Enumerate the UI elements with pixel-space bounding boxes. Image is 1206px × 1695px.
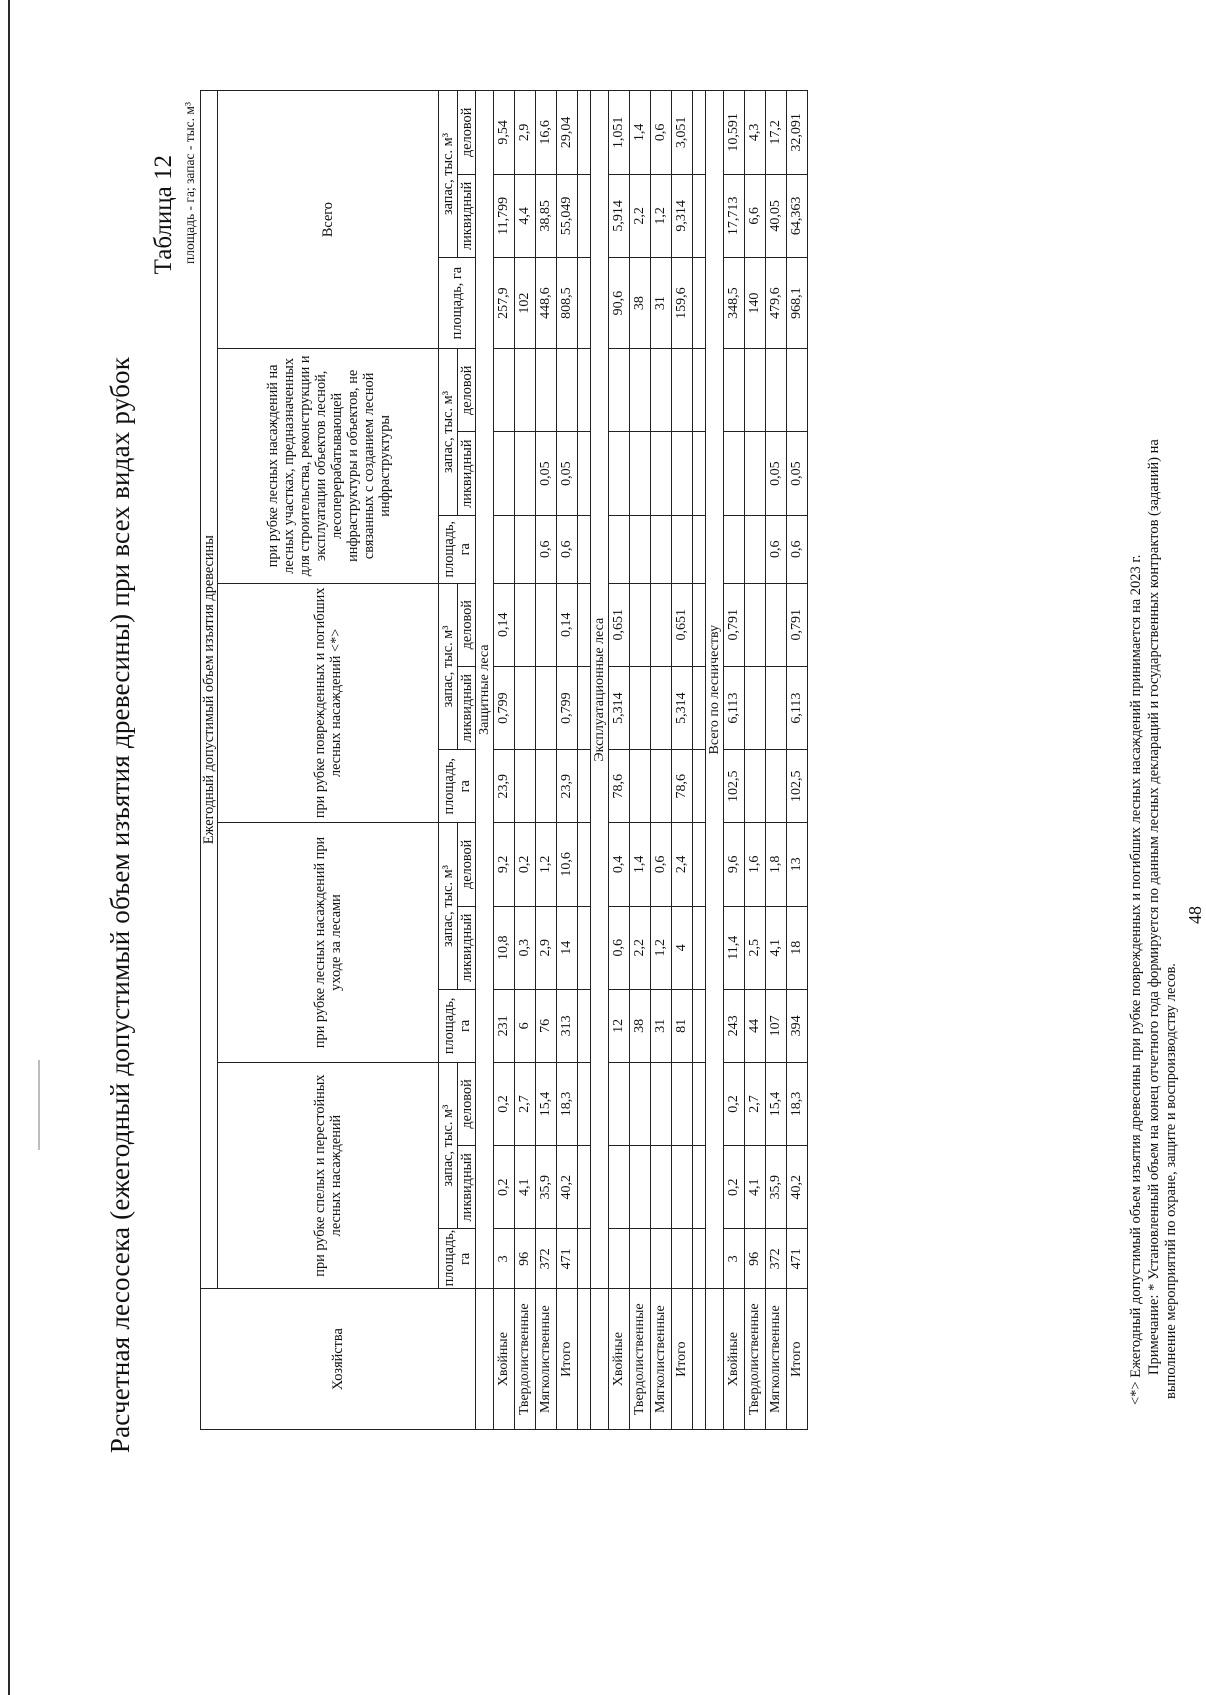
table-cell [630,1229,651,1289]
table-cell: 313 [557,989,578,1062]
table-cell: 4,1 [766,906,787,989]
table-cell: 0,4 [609,823,630,906]
section-blank [476,1289,494,1430]
spacer-cell [693,583,706,666]
table-cell: 968,1 [787,258,808,349]
table-cell: 0,05 [557,432,578,515]
table-cell [630,583,651,666]
table-cell [609,515,630,583]
spacer-cell [693,906,706,989]
header-liquid: ликвидный [458,666,476,749]
table-cell: 4,1 [515,1146,536,1229]
table-cell [651,349,672,432]
note-remark-cont: выполнение мероприятий по охране, защите и воспроизводству лесов. [1163,963,1180,1399]
header-area: площадь, га [439,258,476,349]
table-cell [724,515,745,583]
table-row [672,91,693,1430]
table-cell: 10,591 [724,91,745,175]
table-row [724,91,745,1430]
table-cell: 44 [745,989,766,1062]
table-cell: 448,6 [536,258,557,349]
table-cell [651,666,672,749]
table-cell [766,349,787,432]
spacer-cell [578,906,591,989]
table-cell: 18,3 [557,1062,578,1145]
table-cell: 96 [515,1229,536,1289]
table-cell: 2,9 [536,906,557,989]
table-cell [609,349,630,432]
table-cell: 257,9 [494,258,515,349]
table-cell: 81 [672,989,693,1062]
header-damaged: при рубке поврежденных и погибших лесных насаждений <*> [218,583,439,823]
table-cell: 38 [630,989,651,1062]
table-cell [724,432,745,515]
spacer-cell [578,1229,591,1289]
table-cell [630,432,651,515]
table-cell: 6,6 [745,174,766,257]
spacer-row [578,91,591,1430]
table-cell: 0,14 [557,583,578,666]
spacer-cell [578,432,591,515]
table-cell: 96 [745,1229,766,1289]
table-row [745,91,766,1430]
table-cell: 38,85 [536,174,557,257]
table-cell: 23,9 [494,750,515,823]
table-cell: 1,051 [609,91,630,175]
section-title: Защитные леса [476,91,494,1289]
table-cell: 31 [651,258,672,349]
units-note: площадь - га; запас - тыс. м³ [182,102,197,264]
table-cell: 38 [630,258,651,349]
table-cell [672,349,693,432]
section-title: Всего по лесничеству [706,91,724,1289]
table-cell [630,750,651,823]
table-cell: 6 [515,989,536,1062]
header-area: площадь, га [439,989,476,1062]
table-row [651,91,672,1430]
table-cell: 107 [766,989,787,1062]
table-cell: 0,651 [672,583,693,666]
table-cell [766,750,787,823]
table-cell: 13 [787,823,808,906]
table-body [476,91,808,1430]
table-cell: 0,6 [766,515,787,583]
table-cell [745,750,766,823]
table-cell [672,1146,693,1229]
table-cell: 15,4 [766,1062,787,1145]
table-cell: 9,2 [494,823,515,906]
table-cell: 372 [766,1229,787,1289]
page-title: Расчетная лесосека (ежегодный допустимый объем изъятия древесины) при всех видах рубок [105,356,135,1454]
table-cell [651,432,672,515]
forest-table [200,90,808,1430]
table-cell: 15,4 [536,1062,557,1145]
table-row [630,91,651,1430]
table-row [609,91,630,1430]
table-cell [536,750,557,823]
table-cell: 243 [724,989,745,1062]
spacer-cell [693,349,706,432]
table-cell: 102,5 [724,750,745,823]
table-cell: 231 [494,989,515,1062]
header-group: Ежегодный допустимый объем изъятия древесины [201,91,218,1289]
table-cell: 9,6 [724,823,745,906]
header-liquid: ликвидный [458,906,476,989]
header-area: площадь, га [439,515,476,583]
spacer-cell [693,91,706,175]
spacer-cell [578,1062,591,1145]
header-business: деловой [458,349,476,432]
table-cell: 5,314 [672,666,693,749]
table-cell [651,1062,672,1145]
row-label: Итого [787,1289,808,1430]
section-row [706,91,724,1430]
table-cell [515,432,536,515]
table-cell: 1,6 [745,823,766,906]
spacer-cell [578,750,591,823]
table-cell: 5,914 [609,174,630,257]
table-cell: 35,9 [766,1146,787,1229]
table-cell [515,515,536,583]
header-business: деловой [458,91,476,175]
table-cell [609,432,630,515]
row-label: Хвойные [724,1289,745,1430]
table-cell [745,432,766,515]
table-cell: 0,2 [494,1146,515,1229]
table-cell: 1,4 [630,823,651,906]
table-cell: 0,05 [766,432,787,515]
header-total: Всего [218,91,439,349]
spacer-cell [693,174,706,257]
table-cell: 102,5 [787,750,808,823]
table-cell: 29,04 [557,91,578,175]
header-area: площадь, га [439,750,476,823]
header-stock: запас, тыс. м³ [439,583,458,750]
table-cell: 0,2 [494,1062,515,1145]
table-cell: 0,2 [724,1146,745,1229]
table-cell [630,515,651,583]
table-cell: 471 [557,1229,578,1289]
table-cell [672,432,693,515]
table-cell [651,750,672,823]
table-cell: 31 [651,989,672,1062]
table-cell [515,349,536,432]
header-stock: запас, тыс. м³ [439,1062,458,1229]
table-cell: 76 [536,989,557,1062]
table-cell [724,349,745,432]
table-cell [630,1146,651,1229]
table-cell: 4,1 [745,1146,766,1229]
note-remark: Примечание: * Установленный объем на конец отчетного года формируется по данным лесных деклараций и государственных контрактов (заданий) на [1145,439,1162,1375]
table-cell [672,1229,693,1289]
note-asterisk: <*> Ежегодный допустимый объем изъятия древесины при рубке поврежденных и погибших лесных насаждений принимается на 2023 г. [1128,554,1144,1405]
table-cell [745,666,766,749]
table-cell: 0,14 [494,583,515,666]
table-number: Таблица 12 [150,155,177,275]
spacer-cell [578,91,591,175]
spacer-cell [578,258,591,349]
table-cell: 808,5 [557,258,578,349]
table-cell [630,666,651,749]
table-cell: 1,8 [766,823,787,906]
table-cell: 10,6 [557,823,578,906]
table-cell: 1,2 [651,174,672,257]
table-cell [515,750,536,823]
table-cell: 479,6 [766,258,787,349]
row-label: Итого [557,1289,578,1430]
table-cell: 0,6 [787,515,808,583]
table-cell: 0,651 [609,583,630,666]
table-cell: 78,6 [672,750,693,823]
table-cell: 78,6 [609,750,630,823]
spacer-cell [578,583,591,666]
spacer-cell [693,989,706,1062]
table-cell: 0,05 [787,432,808,515]
spacer-cell [693,666,706,749]
table-row [494,91,515,1430]
spacer-cell [578,1289,591,1430]
table-cell: 0,6 [536,515,557,583]
header-stock: запас, тыс. м³ [439,91,458,258]
header-infra: при рубке лесных насаждений на лесных участках, предназначенных для строительства, реконструкции и эксплуатации объектов лесной, лесоперерабатывающей инфраструктуры и объектов, не связанных с созданием лесной инфраструктуры [218,349,439,583]
table-cell: 23,9 [557,750,578,823]
table-cell: 4,4 [515,174,536,257]
table-cell: 6,113 [787,666,808,749]
table-cell: 0,2 [724,1062,745,1145]
table-cell: 372 [536,1229,557,1289]
header-care: при рубке лесных насаждений при уходе за лесами [218,823,439,1063]
table-cell: 5,314 [609,666,630,749]
table-cell: 471 [787,1229,808,1289]
table-cell: 2,2 [630,906,651,989]
table-cell: 159,6 [672,258,693,349]
table-cell: 1,2 [651,906,672,989]
table-cell: 10,8 [494,906,515,989]
table-cell: 140 [745,258,766,349]
spacer-cell [693,432,706,515]
table-cell: 55,049 [557,174,578,257]
table-cell: 0,791 [724,583,745,666]
table-cell [766,666,787,749]
table-cell [494,349,515,432]
table-cell: 90,6 [609,258,630,349]
spacer-cell [578,989,591,1062]
table-cell: 394 [787,989,808,1062]
table-cell [672,515,693,583]
notes [1128,45,1181,1405]
table-cell [609,1146,630,1229]
table-cell [536,349,557,432]
row-label: Твердолиственные [515,1289,536,1430]
table-cell: 3 [724,1229,745,1289]
spacer-cell [693,823,706,906]
header-business: деловой [458,583,476,666]
spacer-cell [578,174,591,257]
table-cell: 0,6 [651,91,672,175]
table-cell: 0,799 [494,666,515,749]
section-blank [591,1289,609,1430]
table-cell: 2,7 [515,1062,536,1145]
table-row [766,91,787,1430]
table-cell: 40,05 [766,174,787,257]
table-cell [651,1146,672,1229]
table-cell: 17,2 [766,91,787,175]
table-cell [651,583,672,666]
spacer-cell [693,1146,706,1229]
table-cell: 0,6 [609,906,630,989]
section-row [591,91,609,1430]
header-mature: при рубке спелых и перестойных лесных насаждений [218,1062,439,1289]
section-blank [706,1289,724,1430]
table-cell: 2,9 [515,91,536,175]
spacer-cell [578,666,591,749]
table-cell [745,515,766,583]
table-cell: 3,051 [672,91,693,175]
table-cell: 348,5 [724,258,745,349]
row-label: Хвойные [609,1289,630,1430]
header-business: деловой [458,823,476,906]
table-cell: 1,4 [630,91,651,175]
header-area: площадь, га [439,1229,476,1289]
table-cell: 6,113 [724,666,745,749]
table-cell: 64,363 [787,174,808,257]
spacer-cell [693,1062,706,1145]
header-stock: запас, тыс. м³ [439,823,458,990]
table-cell [609,1062,630,1145]
table-cell: 0,3 [515,906,536,989]
table-cell: 9,314 [672,174,693,257]
spacer-cell [693,750,706,823]
table-cell [515,583,536,666]
table-cell [494,515,515,583]
spacer-cell [693,1229,706,1289]
table-cell: 9,54 [494,91,515,175]
spacer-cell [578,349,591,432]
table-cell [536,666,557,749]
table-cell: 0,6 [651,823,672,906]
table-cell: 2,2 [630,174,651,257]
spacer-cell [693,258,706,349]
spacer-cell [578,1146,591,1229]
row-label: Твердолиственные [745,1289,766,1430]
table-cell: 18 [787,906,808,989]
table-cell [745,349,766,432]
table-cell [630,1062,651,1145]
spacer-cell [693,1289,706,1430]
table-cell: 11,4 [724,906,745,989]
table-cell: 14 [557,906,578,989]
table-cell [787,349,808,432]
row-label: Мягколиственные [766,1289,787,1430]
table-row [515,91,536,1430]
header-stock: запас, тыс. м³ [439,349,458,516]
table-cell: 32,091 [787,91,808,175]
table-cell: 0,6 [557,515,578,583]
spacer-cell [578,515,591,583]
table-cell [557,349,578,432]
table-cell: 12 [609,989,630,1062]
table-row [787,91,808,1430]
table-cell: 40,2 [787,1146,808,1229]
table-row [557,91,578,1430]
table-cell: 2,7 [745,1062,766,1145]
row-label: Твердолиственные [630,1289,651,1430]
table-cell: 35,9 [536,1146,557,1229]
row-label: Мягколиственные [536,1289,557,1430]
table-cell [745,583,766,666]
table-cell [651,515,672,583]
table-cell: 102 [515,258,536,349]
table-cell: 4,3 [745,91,766,175]
table-cell: 0,791 [787,583,808,666]
table-cell [672,1062,693,1145]
table-cell: 16,6 [536,91,557,175]
table-cell [609,1229,630,1289]
table-cell [651,1229,672,1289]
row-label: Хвойные [494,1289,515,1430]
spacer-cell [578,823,591,906]
table-cell: 0,05 [536,432,557,515]
page-number: 48 [1185,906,1205,924]
table-cell [536,583,557,666]
table-cell: 2,4 [672,823,693,906]
table-cell: 17,713 [724,174,745,257]
header-khozyaystva: Хозяйства [201,1289,476,1430]
row-label: Мягколиственные [651,1289,672,1430]
table-cell [494,432,515,515]
table-cell: 4 [672,906,693,989]
table-cell: 0,799 [557,666,578,749]
spacer-cell [693,515,706,583]
table-cell: 18,3 [787,1062,808,1145]
spacer-row [693,91,706,1430]
table-cell [515,666,536,749]
table-cell [630,349,651,432]
section-row [476,91,494,1430]
section-title: Эксплуатационные леса [591,91,609,1289]
table-cell [766,583,787,666]
header-business: деловой [458,1062,476,1145]
table-row [536,91,557,1430]
row-label: Итого [672,1289,693,1430]
header-liquid: ликвидный [458,174,476,257]
table-cell: 40,2 [557,1146,578,1229]
table-cell: 3 [494,1229,515,1289]
header-liquid: ликвидный [458,1146,476,1229]
table-cell: 1,2 [536,823,557,906]
table-cell: 2,5 [745,906,766,989]
table-cell: 11,799 [494,174,515,257]
table-cell: 0,2 [515,823,536,906]
header-liquid: ликвидный [458,432,476,515]
